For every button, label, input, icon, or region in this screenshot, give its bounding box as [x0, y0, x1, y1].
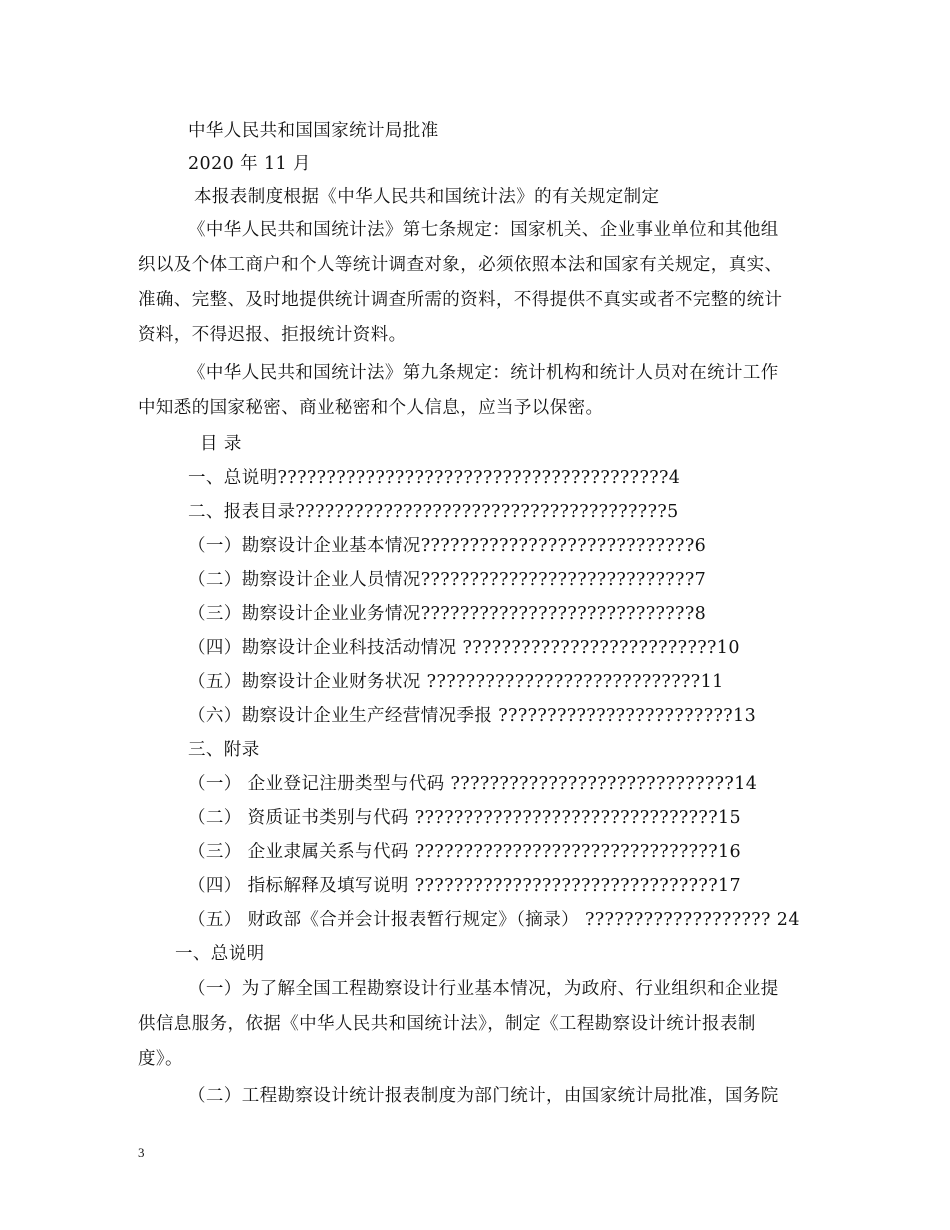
toc-entry: 三、附录 — [188, 740, 260, 760]
toc-entry: （六）勘察设计企业生产经营情况季报 ????????????????????????13 — [188, 706, 757, 726]
toc-entry: （三） 企业隶属关系与代码 ???????????????????????????????16 — [188, 842, 742, 862]
toc-entry: （一） 企业登记注册类型与代码 ?????????????????????????????14 — [188, 774, 758, 794]
toc-entry: （五）勘察设计企业财务状况 ????????????????????????????11 — [188, 672, 724, 692]
section-heading: 一、总说明 — [175, 944, 265, 964]
basis-line: 本报表制度根据《中华人民共和国统计法》的有关规定制定 — [194, 187, 660, 207]
toc-title: 目 录 — [200, 434, 242, 454]
date-line: 2020 年 11 月 — [188, 154, 311, 174]
toc-entry: （五） 财政部《合并会计报表暂行规定》（摘录） ??????????????????? 24 — [188, 910, 800, 930]
toc-entry: （四） 指标解释及填写说明 ???????????????????????????????17 — [188, 876, 742, 896]
toc-entry: （四）勘察设计企业科技活动情况 ??????????????????????????10 — [188, 638, 740, 658]
toc-entry: （二） 资质证书类别与代码 ???????????????????????????????15 — [188, 808, 742, 828]
article7-line: 《中华人民共和国统计法》第七条规定：国家机关、企业事业单位和其他组 — [188, 220, 779, 240]
toc-entry: （一）勘察设计企业基本情况????????????????????????????6 — [188, 536, 707, 556]
toc-entry: 二、报表目录??????????????????????????????????????5 — [188, 502, 679, 522]
article9-line: 《中华人民共和国统计法》第九条规定：统计机构和统计人员对在统计工作 — [188, 363, 779, 383]
article7-line: 织以及个体工商户和个人等统计调查对象，必须依照本法和国家有关规定，真实、 — [138, 255, 783, 275]
page-number: 3 — [138, 1145, 145, 1160]
paragraph-line: 度》。 — [138, 1049, 183, 1069]
toc-entry: 一、总说明????????????????????????????????????????4 — [188, 468, 681, 488]
paragraph-line: （二）工程勘察设计统计报表制度为部门统计，由国家统计局批准，国务院 — [188, 1086, 779, 1106]
article7-line: 准确、完整、及时地提供统计调查所需的资料，不得提供不真实或者不完整的统计 — [138, 290, 783, 310]
article9-line: 中知悉的国家秘密、商业秘密和个人信息，应当予以保密。 — [138, 398, 604, 418]
toc-entry: （三）勘察设计企业业务情况????????????????????????????8 — [188, 604, 707, 624]
article7-line: 资料，不得迟报、拒报统计资料。 — [138, 325, 407, 345]
toc-entry: （二）勘察设计企业人员情况????????????????????????????7 — [188, 570, 707, 590]
paragraph-line: （一）为了解全国工程勘察设计行业基本情况，为政府、行业组织和企业提 — [188, 979, 779, 999]
approval-line: 中华人民共和国国家统计局批准 — [188, 121, 439, 141]
paragraph-line: 供信息服务，依据《中华人民共和国统计法》，制定《工程勘察设计统计报表制 — [138, 1014, 756, 1034]
